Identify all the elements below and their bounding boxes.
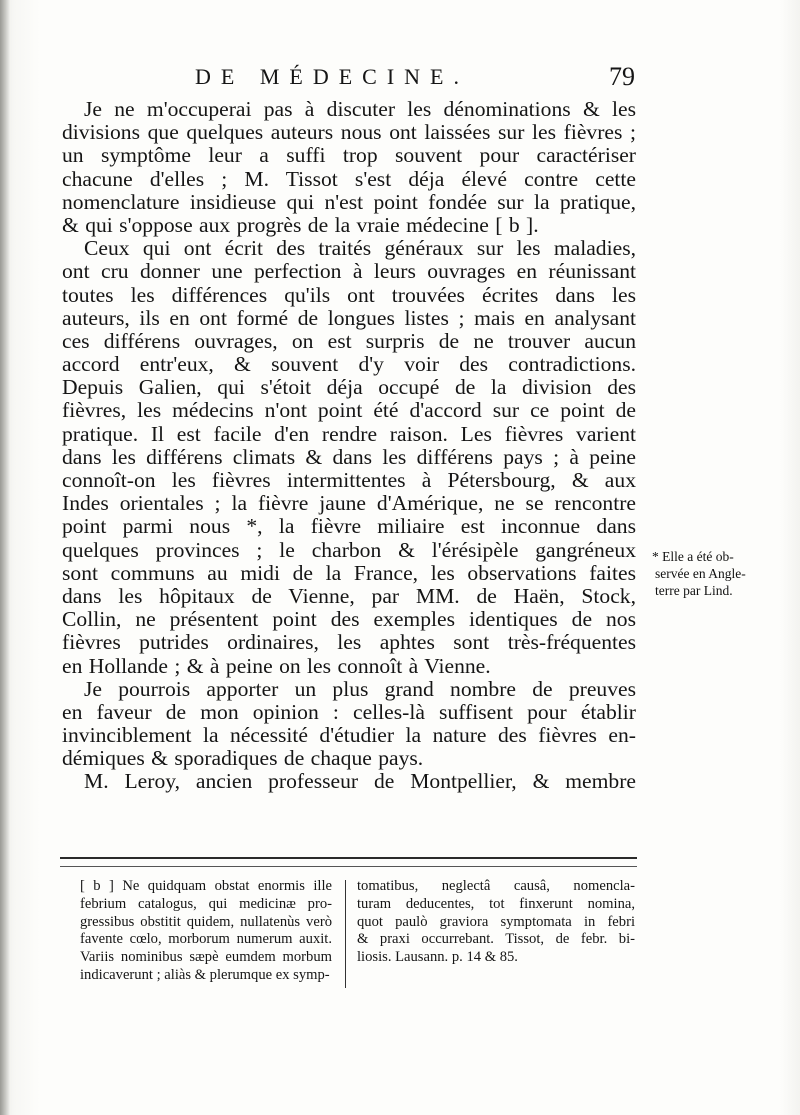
text-line: auteurs, ils en ont formé de longues listes ; mais en analysant — [62, 305, 636, 330]
main-text — [62, 98, 636, 794]
text-line: en Hollande ; & à peine on les connoît à Vienne. — [62, 653, 491, 678]
footnote-line: febrium catalogus, qui medicinæ pro- — [80, 895, 332, 912]
footnote-line: favente cœlo, morborum numerum auxit. — [80, 931, 332, 948]
text-line: ces différens ouvrages, on est surpris de ne trouver aucun — [62, 328, 636, 353]
text-line: fièvres putrides ordinaires, les aphtes sont très-fréquentes — [62, 630, 636, 655]
footnote-line: gressibus obstitit quidem, nullatenùs verò — [80, 913, 332, 930]
text-line: connoît-on les fièvres intermittentes à Pétersbourg, & aux — [62, 468, 636, 492]
text-line: M. Leroy, ancien professeur de Montpellier, & membre — [84, 769, 636, 794]
text-line: invinciblement la nécessité d'étudier la nature des fièvres en- — [62, 723, 636, 748]
text-line: Je ne m'occuperai pas à discuter les dénominations & les — [84, 97, 636, 121]
text-line: Collin, ne présentent point des exemples identiques de nos — [62, 607, 636, 632]
footnote-rule — [60, 857, 637, 859]
footnote-left-column — [80, 878, 332, 985]
text-line: Ceux qui ont écrit des traités généraux sur les maladies, — [84, 236, 636, 261]
text-line: dans les différens climats & dans les différens pays ; à peine — [62, 444, 636, 469]
text-line: démiques & sporadiques de chaque pays. — [62, 746, 424, 771]
text-line: chacune d'elles ; M. Tissot s'est déja élevé contre cette — [62, 166, 636, 191]
text-line: Je pourrois apporter un plus grand nombre de preuves — [84, 676, 636, 701]
text-line: Indes orientales ; la fièvre jaune d'Amérique, ne se rencontre — [62, 491, 636, 516]
marginal-note-line: terre par Lind. — [655, 583, 733, 598]
text-line: ont cru donner une perfection à leurs ouvrages en réunissant — [62, 259, 636, 284]
text-line: Depuis Galien, qui s'étoit déja occupé de la division des — [62, 375, 636, 400]
footnote-line: indicaverunt ; aliàs & plerumque ex symp- — [80, 966, 330, 983]
footnote-rule-thin — [60, 866, 637, 867]
text-line: accord entr'eux, & souvent d'y voir des contradictions. — [62, 352, 636, 377]
footnote-line: [ b ] Ne quidquam obstat enormis ille — [80, 878, 332, 894]
footnote-right-column — [357, 878, 635, 967]
spine-shadow — [0, 0, 10, 1115]
text-line: toutes les différences qu'ils ont trouvées écrites dans les — [62, 282, 636, 307]
text-line: quelques provinces ; le charbon & l'érésipèle gangréneux — [62, 537, 636, 562]
text-line: point parmi nous *, la fièvre miliaire est inconnue dans — [62, 514, 636, 539]
marginal-note-line: * Elle a été ob- — [652, 549, 734, 564]
page-number: 79 — [609, 62, 635, 91]
running-title: DE MÉDECINE. — [195, 64, 469, 89]
text-line: sont communs au midi de la France, les observations faites — [62, 560, 636, 585]
text-line: divisions que quelques auteurs nous ont laissées sur les fièvres ; — [62, 120, 636, 145]
page-header — [195, 62, 635, 102]
footnote-line: turam deducentes, tot finxerunt nomina, — [357, 895, 635, 912]
text-line: dans les hôpitaux de Vienne, par MM. de Haën, Stock, — [62, 583, 636, 608]
text-line: en faveur de mon opinion : celles-là suffisent pour établir — [62, 699, 636, 724]
text-line: un symptôme leur a suffi trop souvent pour caractériser — [62, 143, 636, 168]
footnote-line: tomatibus, neglectâ causâ, nomencla- — [357, 878, 635, 894]
marginal-note-line: servée en Angle- — [655, 566, 746, 581]
text-line: & qui s'oppose aux progrès de la vraie médecine [ b ]. — [62, 212, 539, 237]
footnote-line: liosis. Lausann. p. 14 & 85. — [357, 949, 518, 966]
footnote-column-divider — [345, 880, 346, 988]
text-line: nomenclature insidieuse qui n'est point fondée sur la pratique, — [62, 189, 636, 214]
text-line: fièvres, les médecins n'ont point été d'accord sur ce point de — [62, 398, 636, 423]
text-line: pratique. Il est facile d'en rendre raison. Les fièvres varient — [62, 421, 636, 446]
footnote-line: Variis nominibus sæpè eumdem morbum — [80, 949, 332, 966]
footnote-line: & praxi occurrebant. Tissot, de febr. bi- — [357, 931, 635, 948]
footnote-line: quot paulò graviora symptomata in febri — [357, 913, 635, 930]
marginal-note — [652, 548, 788, 599]
